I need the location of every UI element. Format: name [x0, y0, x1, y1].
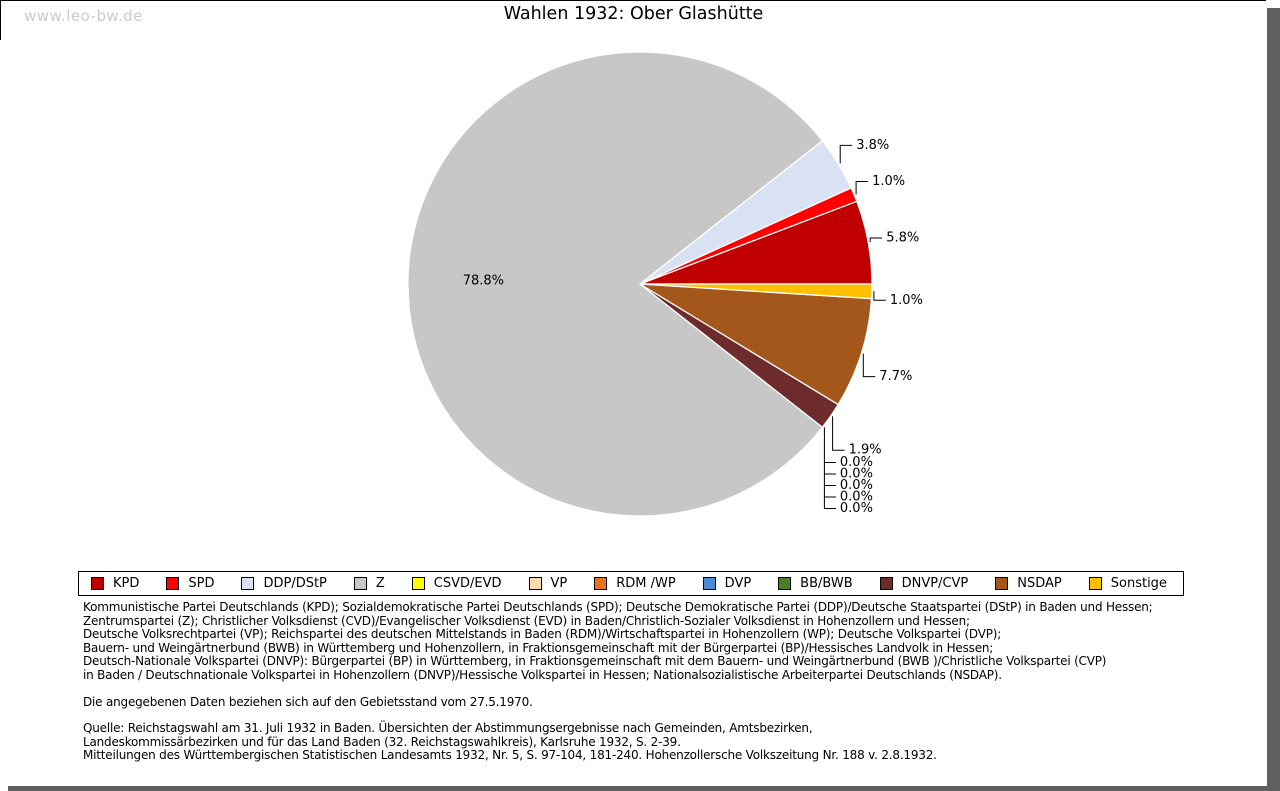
- legend-label: DNVP/CVP: [901, 576, 969, 591]
- legend-swatch: [529, 577, 542, 590]
- legend-item-dvp: [703, 576, 752, 591]
- pie-label-spd: 1.0%: [872, 174, 906, 189]
- legend-swatch: [91, 577, 104, 590]
- legend-swatch: [703, 577, 716, 590]
- footer-line: Die angegebenen Daten beziehen sich auf den Gebietsstand vom 27.5.1970.: [83, 694, 533, 709]
- label-leader-line: [863, 354, 875, 377]
- legend-label: Z: [375, 576, 385, 591]
- legend-label: SPD: [188, 576, 215, 591]
- legend-item-dnvp-cvp: [880, 576, 969, 591]
- pie-label-kpd: 5.8%: [886, 230, 920, 246]
- source-citation: [83, 722, 1213, 763]
- legend-swatch: [166, 577, 179, 590]
- legend-swatch: [412, 577, 425, 590]
- legend-label: CSVD/EVD: [433, 576, 502, 591]
- legend-item-rdm-wp: [594, 576, 675, 591]
- legend-label: VP: [550, 576, 568, 591]
- legend-label: NSDAP: [1017, 576, 1062, 591]
- legend-label: RDM /WP: [616, 576, 676, 591]
- legend-swatch: [241, 577, 254, 590]
- footer-line: Deutsche Volksrechtpartei (VP); Reichspartei des deutschen Mittelstands in Baden (RDM)/Wirtschaftspartei in Hohenzollern (WP); Deutsche Volkspartei (DVP);: [83, 627, 1002, 642]
- pie-label-dnvp-cvp: 1.9%: [848, 442, 882, 458]
- chart-title: Wahlen 1932: Ober Glashütte: [503, 4, 764, 24]
- footer: [83, 601, 1213, 776]
- territorial-note: [83, 696, 1213, 710]
- pie-label-z: 78.8%: [462, 273, 505, 289]
- legend-swatch: [594, 577, 607, 590]
- legend-item-nsdap: [995, 576, 1062, 591]
- legend-label: DDP/DStP: [263, 576, 327, 591]
- legend-swatch: [1089, 577, 1102, 590]
- legend-item-ddp-dstp: [241, 576, 326, 591]
- watermark: www.leo-bw.de: [24, 7, 143, 25]
- label-leader-line: [856, 182, 868, 195]
- legend-item-sonstige: [1089, 576, 1167, 591]
- legend-label: BB/BWB: [800, 576, 853, 591]
- pie-label-vp: 0.0%: [839, 466, 873, 482]
- legend-swatch: [354, 577, 367, 590]
- legend-label: KPD: [113, 576, 140, 591]
- legend-item-z: [354, 576, 385, 591]
- footer-line: Kommunistische Partei Deutschlands (KPD); Sozialdemokratische Partei Deutschlands (SPD); Deutsche Demokratische Partei (DDP)/Deutsche Staatspartei (DStP) in Baden und Hessen;: [83, 600, 1153, 614]
- legend: [78, 571, 1184, 596]
- drop-shadow-bottom: [8, 786, 1280, 791]
- legend-swatch: [880, 577, 893, 590]
- legend-label: Sonstige: [1110, 576, 1167, 591]
- legend-item-kpd: [91, 576, 139, 591]
- pie-label-csvd-evd: 0.0%: [839, 455, 873, 470]
- label-leader-line: [874, 291, 886, 300]
- legend-item-spd: [166, 576, 214, 591]
- pie-label-sonstige: 1.0%: [889, 292, 923, 308]
- footer-line: Bauern- und Weingärtnerbund (BWB) in Württemberg und Hohenzollern, in Fraktionsgemeinschaft mit der Bürgerpartei (BP)/Hessisches Landvolk in Hessen;: [83, 640, 994, 655]
- footer-line: Quelle: Reichstagswahl am 31. Juli 1932 in Baden. Übersichten der Abstimmungsergebnisse nach Gemeinden, Amtsbezirken,: [83, 721, 813, 736]
- pie-label-nsdap: 7.7%: [879, 369, 913, 385]
- footer-line: in Baden / Deutschnationale Volkspartei in Hohenzollern (DNVP)/Hessische Volkspartei in Hessen; Nationalsozialistische Arbeiterpartei Deutschlands (NSDAP).: [83, 667, 1002, 682]
- label-leader-line: [833, 416, 845, 450]
- footer-line: Zentrumspartei (Z); Christlicher Volksdienst (CVD)/Evangelischer Volksdienst (EVD) in Baden/Christlich-Sozialer Volksdienst in Hohenzollern und Hessen;: [83, 613, 970, 628]
- legend-swatch: [778, 577, 791, 590]
- footer-line: Landeskommissärbezirken und für das Land Baden (32. Reichstagswahlkreis), Karlsruhe 1932, S. 2-39.: [83, 734, 681, 749]
- legend-item-bb-bwb: [778, 576, 852, 591]
- label-leader-line: [870, 238, 882, 242]
- pie-label-dvp: 0.0%: [839, 489, 873, 505]
- footer-line: Deutsch-Nationale Volkspartei (DNVP): Bürgerpartei (BP) in Württemberg, in Fraktionsgemeinschaft mit dem Bauern- und Weingärtnerbund (BWB )/Christliche Volkspartei (CVP): [83, 654, 1107, 669]
- legend-swatch: [995, 577, 1008, 590]
- legend-item-csvd-evd: [412, 576, 502, 591]
- label-leader-line: [840, 145, 852, 163]
- pie-label-bb-bwb: 0.0%: [839, 501, 873, 516]
- pie-label-rdm-wp: 0.0%: [839, 478, 873, 493]
- pie-label-ddp-dstp: 3.8%: [856, 137, 890, 153]
- legend-item-vp: [529, 576, 568, 591]
- legend-label: DVP: [724, 576, 752, 591]
- footer-line: Mitteilungen des Württembergischen Statistischen Landesamts 1932, Nr. 5, S. 97-104, 181-240. Hohenzollersche Volkszeitung Nr. 188 v. 2.8.1932.: [83, 748, 937, 763]
- party-abbreviation-key: [83, 601, 1213, 683]
